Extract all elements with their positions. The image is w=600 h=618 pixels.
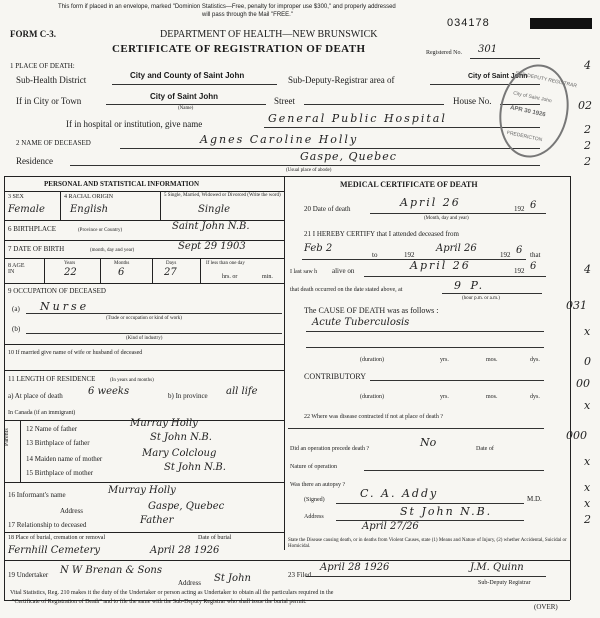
birthplace-value: Saint John N.B. bbox=[172, 221, 250, 232]
last-saw-year-printed: 192 bbox=[514, 267, 525, 275]
in-province-label: b) In province bbox=[168, 392, 208, 400]
mother-birth-label: 15 Birthplace of mother bbox=[26, 469, 94, 477]
hospital-value: General Public Hospital bbox=[268, 112, 447, 125]
occ-a-value: Nurse bbox=[40, 300, 90, 313]
attended-to-label: to bbox=[372, 251, 378, 259]
death-year-printed: 192 bbox=[514, 205, 525, 213]
contributory-mos: mos. bbox=[486, 394, 498, 400]
age-days-value: 27 bbox=[164, 267, 177, 278]
operation-date-label: Date of bbox=[476, 446, 494, 452]
sex-value: Female bbox=[8, 204, 45, 215]
residence-length-caption: (In years and months) bbox=[110, 378, 154, 383]
margin-code: x bbox=[584, 325, 591, 338]
alive-on-label: alive on bbox=[332, 267, 355, 275]
registered-no-label: Registered No. bbox=[426, 50, 462, 56]
margin-code: 2 bbox=[584, 513, 591, 526]
vital-stats-note-1: Vital Statistics, Reg. 210 makes it the duty of the Undertaker or person acting as Undertaker to obtain all the particulars required in the bbox=[10, 590, 334, 596]
registrar-stamp: SUB-DEPUTY REGISTRAR City of Saint John APR 30 1926 FREDERICTON bbox=[491, 58, 577, 164]
filed-label: 23 Filed bbox=[288, 571, 312, 579]
margin-code: x bbox=[584, 481, 591, 494]
street-label: Street bbox=[274, 96, 295, 106]
to-year-printed: 192 bbox=[500, 251, 511, 259]
race-value: English bbox=[70, 204, 109, 215]
contributory-label: CONTRIBUTORY bbox=[304, 372, 367, 381]
dob-caption: (month, day and year) bbox=[90, 248, 135, 253]
date-of-death-label: 20 Date of death bbox=[304, 205, 351, 213]
occupation-label: 9 OCCUPATION OF DECEASED bbox=[8, 287, 106, 295]
margin-code: 2 bbox=[584, 155, 591, 168]
hrs-label: hrs. or bbox=[222, 274, 238, 280]
informant-address-value: Gaspe, Quebec bbox=[148, 501, 225, 512]
subhealth-value: City and County of Saint John bbox=[130, 71, 245, 80]
margin-code: 2 bbox=[584, 139, 591, 152]
margin-code: 02 bbox=[578, 99, 592, 112]
years-label: Years bbox=[64, 261, 76, 266]
father-birth-label: 13 Birthplace of father bbox=[26, 439, 90, 447]
cause-duration-label: (duration) bbox=[360, 357, 384, 363]
to-year-value: 6 bbox=[516, 245, 523, 256]
margin-code: 4 bbox=[584, 59, 591, 72]
margin-code: 00 bbox=[576, 377, 590, 390]
operation-label: Did an operation precede death ? bbox=[290, 446, 370, 452]
residence-length-label: 11 LENGTH OF RESIDENCE bbox=[8, 375, 96, 383]
age-months-value: 6 bbox=[118, 267, 125, 278]
undertaker-value: N W Brenan & Sons bbox=[60, 565, 162, 576]
margin-code: x bbox=[584, 497, 591, 510]
race-label: 4 RACIAL ORIGIN bbox=[64, 194, 114, 200]
deceased-name-label: 2 NAME OF DECEASED bbox=[16, 139, 91, 147]
spouse-label: 10 If married give name of wife or husband of deceased bbox=[8, 350, 143, 356]
house-no-label: House No. bbox=[453, 96, 492, 106]
birthplace-caption: (Province or Country) bbox=[78, 228, 123, 233]
contributory-dys: dys. bbox=[530, 394, 540, 400]
death-time-caption: (hour p.m. or a.m.) bbox=[462, 296, 500, 301]
parents-vertical-label: Parents bbox=[4, 428, 10, 446]
contributory-duration-label: (duration) bbox=[360, 394, 384, 400]
informant-address-label: Address bbox=[60, 507, 83, 515]
date-of-death-caption: (Month, day and year) bbox=[424, 216, 469, 221]
months-label: Months bbox=[114, 261, 130, 266]
certify-label: 21 I HEREBY CERTIFY that I attended deceased from bbox=[304, 230, 459, 238]
mother-birth-value: St John N.B. bbox=[164, 462, 226, 473]
informant-value: Murray Holly bbox=[108, 485, 176, 496]
sub-deputy-registrar-caption: Sub-Deputy Registrar bbox=[478, 580, 531, 586]
residence-label: Residence bbox=[16, 156, 53, 166]
margin-code: 000 bbox=[566, 429, 587, 442]
burial-place-value: Fernhill Cemetery bbox=[8, 545, 101, 556]
department-heading: DEPARTMENT OF HEALTH—NEW BRUNSWICK bbox=[160, 29, 378, 40]
redaction-bar bbox=[530, 18, 592, 29]
autopsy-label: Was there an autopsy ? bbox=[290, 482, 346, 488]
occ-b-label: (b) bbox=[12, 325, 21, 333]
undertaker-label: 19 Undertaker bbox=[8, 571, 49, 579]
death-year-value: 6 bbox=[530, 200, 537, 211]
birthplace-label: 6 BIRTHPLACE bbox=[8, 225, 56, 233]
dob-value: Sept 29 1903 bbox=[178, 241, 246, 252]
contributory-yrs: yrs. bbox=[440, 394, 449, 400]
signed-label: (Signed) bbox=[304, 497, 325, 503]
hospital-label: If in hospital or institution, give name bbox=[66, 119, 203, 129]
days-label: Days bbox=[166, 261, 177, 266]
margin-code: 4 bbox=[584, 263, 591, 276]
certificate-title: CERTIFICATE OF REGISTRATION OF DEATH bbox=[112, 43, 366, 55]
name-caption: (Name) bbox=[178, 106, 194, 111]
burial-label: 18 Place of burial, cremation or removal bbox=[8, 535, 106, 541]
occ-a-label: (a) bbox=[12, 305, 20, 313]
residence-value: Gaspe, Quebec bbox=[300, 150, 397, 163]
contracted-label: 22 Where was disease contracted if not at place of death ? bbox=[304, 414, 443, 420]
md-label: M.D. bbox=[527, 495, 542, 503]
nature-operation-label: Nature of operation bbox=[290, 464, 337, 470]
last-saw-year-value: 6 bbox=[530, 261, 537, 272]
registered-no-value: 301 bbox=[478, 44, 498, 55]
dob-label: 7 DATE OF BIRTH bbox=[8, 245, 65, 253]
margin-code: x bbox=[584, 399, 591, 412]
at-place-value: 6 weeks bbox=[88, 386, 130, 397]
subdeputy-label: Sub-Deputy-Registrar area of bbox=[288, 75, 395, 85]
marital-label: 5 Single, Married, Widowed or Divorced (Write the word) bbox=[164, 193, 281, 198]
deceased-name-value: Agnes Caroline Holly bbox=[200, 133, 359, 146]
death-occurred-label: that death occurred on the date stated above, at bbox=[290, 287, 403, 293]
in-canada-label: In Canada (if an immigrant) bbox=[8, 410, 76, 416]
marital-value: Single bbox=[198, 204, 231, 215]
undertaker-address-label: Address bbox=[178, 579, 201, 587]
that-label: that bbox=[530, 251, 541, 259]
physician-address-label: Address bbox=[304, 514, 324, 520]
subhealth-label: Sub-Health District bbox=[16, 75, 87, 85]
relationship-value: Father bbox=[140, 515, 174, 526]
cause-label: The CAUSE OF DEATH was as follows : bbox=[304, 306, 439, 315]
disease-footnote: State the Disease causing death, or in deaths from Violent Causes, state (1) Means and Nature of Injury, (2) whether Accidental, Suicidal or Homicidal. bbox=[288, 538, 567, 549]
abode-caption: (Usual place of abode) bbox=[286, 168, 332, 173]
city-value: City of Saint John bbox=[150, 92, 218, 101]
cause-dys: dys. bbox=[530, 357, 540, 363]
father-birth-value: St John N.B. bbox=[150, 432, 212, 443]
mother-name-label: 14 Maiden name of mother bbox=[26, 455, 103, 463]
min-label: min. bbox=[262, 274, 273, 280]
age-years-value: 22 bbox=[64, 267, 77, 278]
undertaker-address-value: St John bbox=[214, 573, 251, 584]
mother-name-value: Mary Colcloug bbox=[142, 448, 217, 459]
cause-mos: mos. bbox=[486, 357, 498, 363]
margin-code: 2 bbox=[584, 123, 591, 136]
vital-stats-note-2: "Certificate of Registration of Death" and to file the same with the Sub-Deputy Registrar who shall issue the burial permit. bbox=[12, 599, 307, 605]
less-than-day: If less than one day bbox=[206, 261, 245, 266]
date-of-death-value: April 26 bbox=[400, 196, 461, 209]
signature-date: April 27/26 bbox=[362, 521, 419, 532]
filed-date-value: April 28 1926 bbox=[320, 562, 390, 573]
margin-code: x bbox=[584, 455, 591, 468]
last-saw-label: I last saw h bbox=[290, 269, 318, 275]
personal-section-title: PERSONAL AND STATISTICAL INFORMATION bbox=[44, 180, 200, 188]
at-place-label: a) At place of death bbox=[8, 392, 63, 400]
occ-a-caption: (Trade or occupation or kind of work) bbox=[106, 316, 182, 321]
medical-section-title: MEDICAL CERTIFICATE OF DEATH bbox=[340, 180, 478, 189]
father-name-value: Murray Holly bbox=[130, 418, 198, 429]
sex-label: 3 SEX bbox=[8, 194, 24, 200]
operation-value: No bbox=[420, 436, 437, 449]
margin-code: 031 bbox=[566, 299, 587, 312]
cause-yrs: yrs. bbox=[440, 357, 449, 363]
last-saw-value: April 26 bbox=[410, 259, 471, 272]
subdeputy-value: City of Saint John bbox=[468, 73, 528, 80]
attended-from-value: Feb 2 bbox=[304, 243, 333, 254]
informant-label: 16 Informant's name bbox=[8, 491, 66, 499]
death-time-value: 9 P. bbox=[454, 279, 486, 292]
burial-date-label: Date of burial bbox=[198, 535, 232, 541]
attended-to-value: April 26 bbox=[436, 243, 477, 254]
place-of-death-heading: 1 PLACE OF DEATH: bbox=[10, 62, 75, 70]
relationship-label: 17 Relationship to deceased bbox=[8, 521, 87, 529]
margin-code: 0 bbox=[584, 355, 591, 368]
filed-signature: J.M. Quinn bbox=[470, 562, 524, 573]
over-label: (OVER) bbox=[534, 603, 558, 611]
from-year-printed: 192 bbox=[404, 251, 415, 259]
serial-number: 034178 bbox=[447, 17, 490, 29]
occ-b-caption: (Kind of industry) bbox=[126, 336, 163, 341]
physician-signature: C. A. Addy bbox=[360, 487, 439, 500]
physician-address-value: St John N.B. bbox=[400, 505, 493, 518]
father-name-label: 12 Name of father bbox=[26, 425, 78, 433]
form-number: FORM C-3. bbox=[10, 29, 56, 39]
burial-date-value: April 28 1926 bbox=[150, 545, 220, 556]
cause-value: Acute Tuberculosis bbox=[312, 317, 410, 328]
notice-line-1: This form if placed in an envelope, marked "Dominion Statistics—Free, penalty for improper use $300," and properly addressed bbox=[58, 4, 396, 10]
city-label: If in City or Town bbox=[16, 96, 82, 106]
notice-line-2: will pass through the Mail "FREE." bbox=[202, 12, 293, 18]
in-province-value: all life bbox=[226, 386, 258, 397]
age-label: 8 AGE IN bbox=[8, 263, 25, 275]
